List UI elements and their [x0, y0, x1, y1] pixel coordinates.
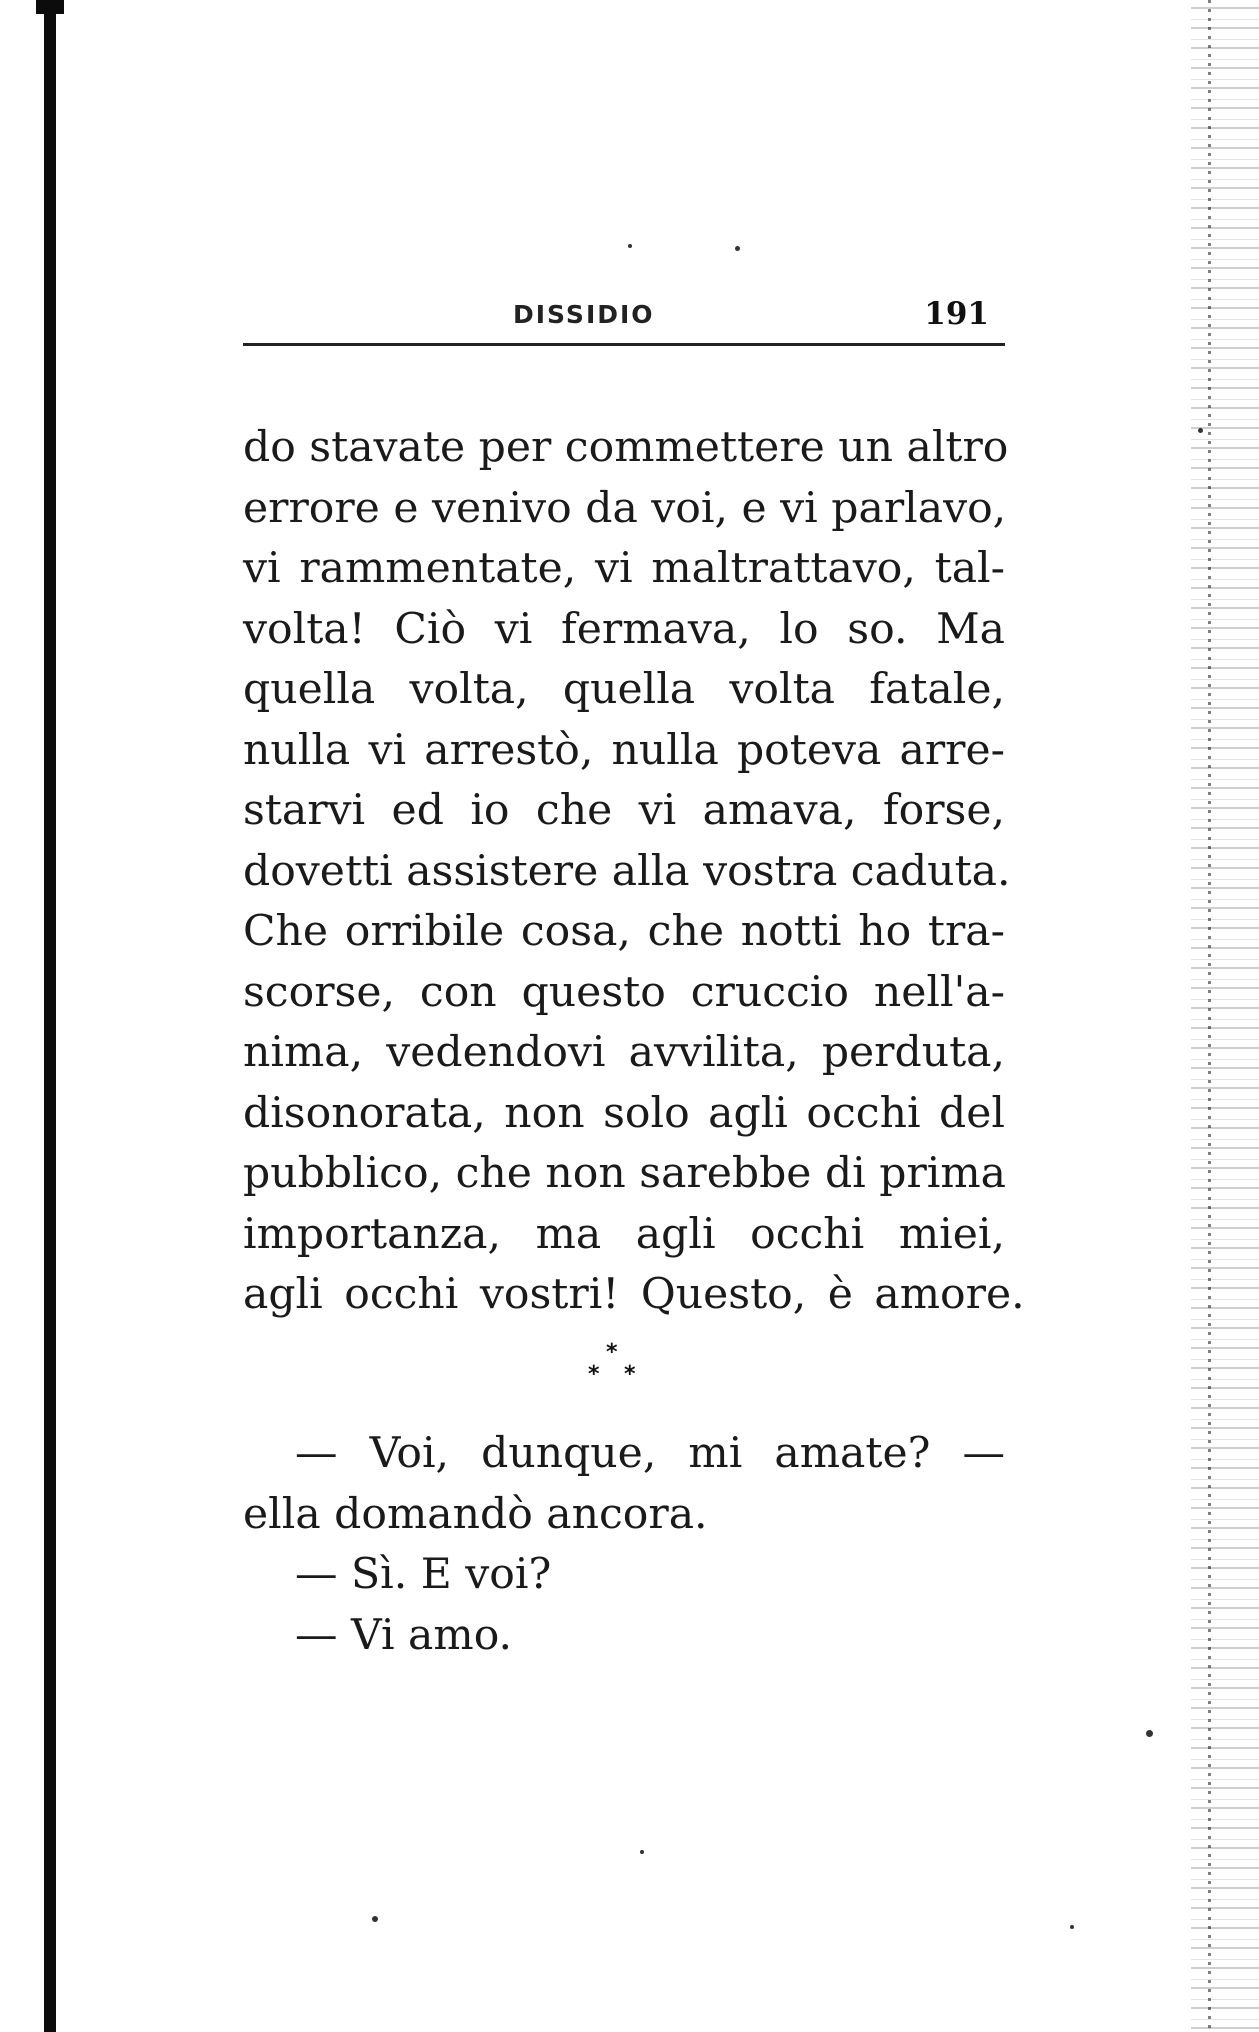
book-spine-shadow [44, 0, 56, 2032]
dialogue-line: — Sì. E voi? [295, 1550, 552, 1599]
body-line: errore e venivo da voi, e vi parlavo, [243, 483, 1007, 533]
scan-speck [628, 244, 632, 248]
scan-speck [1146, 1730, 1153, 1737]
running-head-title: DISSIDIO [513, 300, 655, 329]
body-line: pubblico, che non sarebbe di prima [243, 1149, 1007, 1198]
dialogue-line: — Voi, dunque, mi amate? — [295, 1429, 1005, 1478]
body-line: dovetti assistere alla vostra caduta. [243, 846, 1011, 896]
scan-speck [372, 1916, 378, 1922]
section-asterism [580, 1340, 650, 1400]
body-line: agli occhi vostri! Questo, è amore. [243, 1270, 1025, 1319]
body-line: volta! Ciò vi fermava, lo so. Ma [243, 604, 1005, 654]
body-line: importanza, ma agli occhi miei, [243, 1209, 1005, 1259]
body-line: do stavate per commettere un altro [243, 423, 1009, 472]
header-rule [243, 343, 1005, 346]
body-line: quella volta, quella volta fatale, [243, 665, 1005, 714]
body-line: nulla vi arrestò, nulla poteva arre- [243, 725, 1005, 775]
scan-speck [1070, 1925, 1074, 1929]
asterism-star-left: * [588, 1362, 600, 1387]
asterism-star-top: * [606, 1340, 618, 1365]
body-line: disonorata, non solo agli occhi del [243, 1088, 1005, 1138]
dialogue-block [243, 1424, 1005, 1666]
page-edge-noise [1191, 0, 1259, 2032]
scan-speck [735, 246, 740, 251]
body-line: nima, vedendovi avvilita, perduta, [243, 1028, 1005, 1077]
body-line: Che orribile cosa, che notti ho tra- [243, 907, 1005, 956]
dialogue-line: — Vi amo. [295, 1610, 513, 1660]
page-edge-line [1208, 0, 1211, 2032]
dialogue-line: ella domandò ancora. [243, 1489, 708, 1539]
book-spine-tip [36, 0, 64, 14]
page-number: 191 [924, 296, 989, 332]
body-paragraph [243, 418, 1025, 1326]
scan-speck [640, 1850, 644, 1854]
body-line: starvi ed io che vi amava, forse, [243, 786, 1005, 835]
running-head [243, 296, 1005, 338]
body-line: vi rammentate, vi maltrattavo, tal- [243, 544, 1005, 593]
body-line: scorse, con questo cruccio nell'a- [243, 967, 1005, 1017]
asterism-star-right: * [624, 1362, 636, 1387]
scan-speck [1198, 428, 1203, 433]
